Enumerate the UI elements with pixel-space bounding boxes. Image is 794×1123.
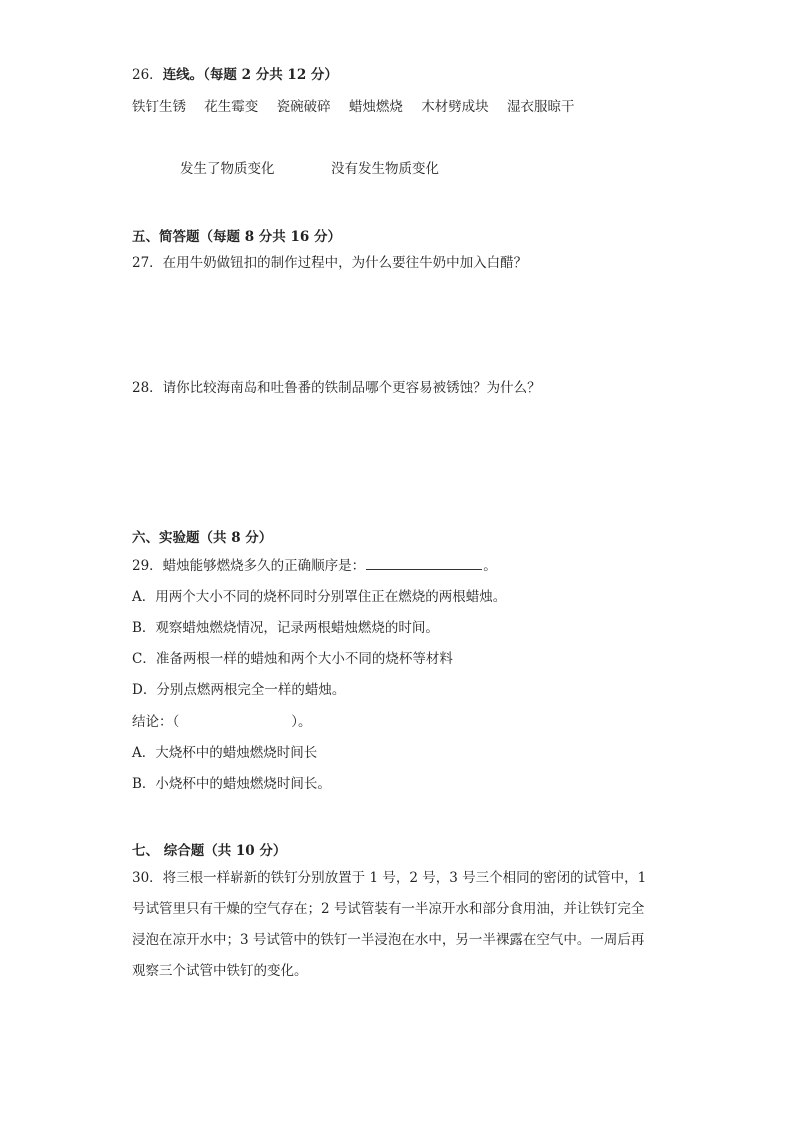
q30-line: 观察三个试管中铁钉的变化。 bbox=[132, 963, 308, 979]
q29-option-b: B．观察蜡烛燃烧情况，记录两根蜡烛燃烧的时间。 bbox=[132, 620, 439, 636]
q28-text: 28．请你比较海南岛和吐鲁番的铁制品哪个更容易被锈蚀？为什么？ bbox=[132, 380, 541, 396]
q29-option-a: A．用两个大小不同的烧杯同时分别罩住正在燃烧的两根蜡烛。 bbox=[132, 589, 507, 605]
q26-item: 蜡烛燃烧 bbox=[348, 99, 403, 115]
q26-item: 铁钉生锈 bbox=[132, 99, 186, 115]
q29-stem-end: 。 bbox=[483, 558, 497, 574]
q30-line: 30．将三根一样崭新的铁钉分别放置于 1 号，2 号，3 号三个相同的密闭的试管中，1 bbox=[132, 870, 647, 886]
conclusion-option-a: A．大烧杯中的蜡烛燃烧时间长 bbox=[132, 745, 318, 761]
q26-item: 瓷碗破碎 bbox=[276, 99, 331, 115]
q26-number: 26． bbox=[132, 67, 163, 83]
q26-items-row bbox=[132, 98, 574, 116]
q27-text: 27．在用牛奶做钮扣的制作过程中，为什么要往牛奶中加入白醋？ bbox=[132, 255, 528, 271]
conclusion-option-b: B．小烧杯中的蜡烛燃烧时间长。 bbox=[132, 776, 331, 792]
q26-title: 连线。（每题 2 分共 12 分） bbox=[162, 67, 338, 83]
q30-line: 浸泡在凉开水中；3 号试管中的铁钉一半浸泡在水中，另一半裸露在空气中。一周后再 bbox=[132, 932, 645, 948]
conclusion-close: ）。 bbox=[291, 714, 312, 730]
q26-target-unchanged: 没有发生物质变化 bbox=[331, 161, 439, 177]
q29-option-c: C．准备两根一样的蜡烛和两个大小不同的烧杯等材料 bbox=[132, 651, 453, 667]
q30-line: 号试管里只有干燥的空气存在；2 号试管装有一半凉开水和部分食用油，并让铁钉完全 bbox=[132, 901, 645, 917]
q26-target-changed: 发生了物质变化 bbox=[180, 161, 275, 177]
q26-item: 湿衣服晾干 bbox=[506, 99, 575, 115]
section5-heading: 五、简答题（每题 8 分共 16 分） bbox=[132, 229, 341, 245]
section7-heading: 七、 综合题（共 10 分） bbox=[132, 843, 287, 859]
q29-stem bbox=[132, 556, 497, 575]
q29-option-d: D．分别点燃两根完全一样的蜡烛。 bbox=[132, 682, 346, 698]
q26-item: 花生霉变 bbox=[204, 99, 259, 115]
conclusion-open: 结论：（ bbox=[132, 714, 180, 730]
q29-stem-text: 29．蜡烛能够燃烧多久的正确顺序是： bbox=[132, 558, 366, 574]
q26-heading bbox=[132, 66, 338, 84]
section6-heading: 六、实验题（共 8 分） bbox=[132, 530, 273, 546]
q29-conclusion bbox=[132, 713, 312, 731]
q29-answer-blank[interactable] bbox=[366, 556, 482, 570]
q26-item: 木材劈成块 bbox=[421, 99, 489, 115]
